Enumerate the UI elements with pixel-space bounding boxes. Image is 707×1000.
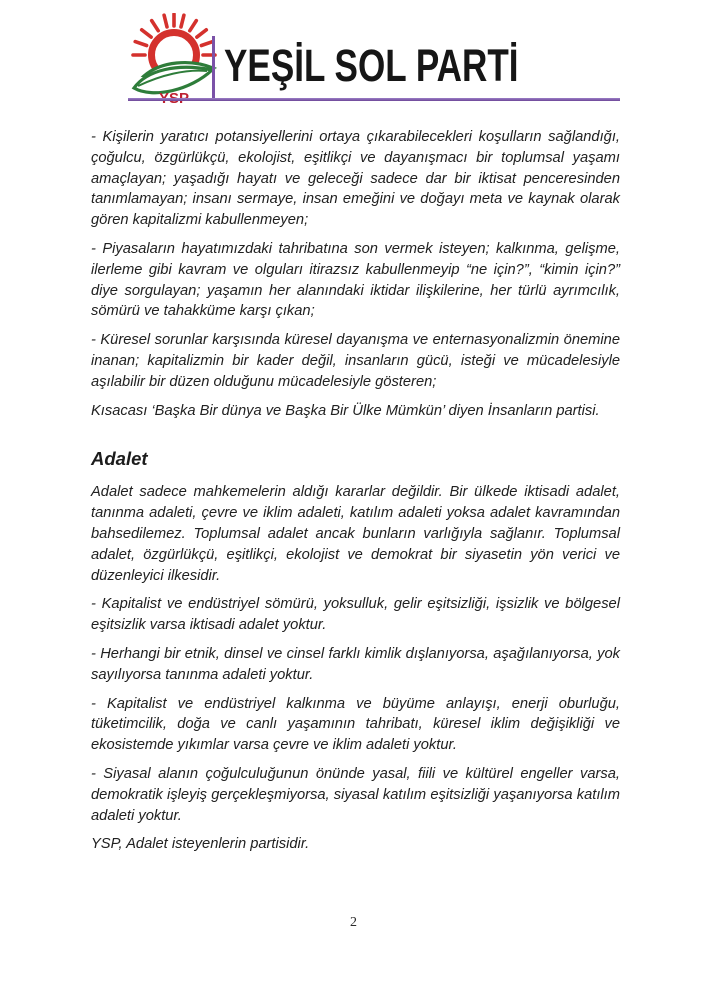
adalet-paragraph-6: YSP, Adalet isteyenlerin partisidir.: [91, 836, 310, 853]
adalet-paragraph-1: Adalet sadece mahkemelerin aldığı kararlar değildir. Bir ülkede iktisadi adalet, tanınma adaleti, çevre ve iklim adaleti, katılım adaleti yoksa adalet kavramından bahsedilemez. Toplumsal adalet ancak bunların varlığıyla sağlanır. Toplumsal adalet, özgürlükçü, eşitlikçi, ekolojist ve demokrat bir siyasetin yön verici ve düzenleyici ilkesidir.: [91, 484, 620, 584]
intro-paragraph-2: - Piyasaların hayatımızdaki tahribatına son vermek isteyen; kalkınma, gelişme, ilerleme gibi kavram ve olguları itirazsız kabullenmeyip “ne için?”, “kimin için?” diye sorgulayan; yaşamın her alanındaki iktidar ilişkilerine, her türlü ayrımcılık, sömürü ve tahakküme karşı çıkan;: [91, 240, 620, 320]
adalet-paragraph-4: - Kapitalist ve endüstriyel kalkınma ve büyüme anlayışı, enerji oburluğu, tüketimcilik, doğa ve canlı yaşamının tahribatı, küresel iklim değişikliği ve ekosistemde yıkımlar varsa çevre ve iklim adaleti yoktur.: [91, 695, 620, 754]
sun-leaves-logo-icon: [131, 13, 217, 106]
page-footer: [0, 915, 707, 931]
document-body: [91, 127, 620, 863]
section-heading-adalet: Adalet: [91, 448, 148, 470]
party-name-title: YEŞİL SOL PARTİ: [224, 40, 519, 91]
intro-paragraph-4: Kısacası ‘Başka Bir dünya ve Başka Bir Ülke Mümkün’ diyen İnsanların partisi.: [91, 402, 600, 419]
header-vertical-divider: [212, 36, 215, 100]
party-logo: [131, 13, 217, 106]
intro-paragraph-1: - Kişilerin yaratıcı potansiyellerini ortaya çıkarabilecekleri koşulların sağlandığı, çoğulcu, özgürlükçü, ekolojist, eşitlikçi ve dayanışmacı bir toplumsal yaşamı amaçlayan; yaşadığı hayatı ve geleceği sadece dar bir iktisat penceresinden tanımlamayan; insanı sermaye, insan emeğini ve doğayı meta ve kaynak olarak gören kapitalizmi kabullenmeyen;: [91, 129, 620, 229]
adalet-paragraph-3: - Herhangi bir etnik, dinsel ve cinsel farklı kimlik dışlanıyorsa, aşağılanıyorsa, yok sayılıyorsa tanınma adaleti yoktur.: [91, 645, 620, 683]
intro-paragraph-3: - Küresel sorunlar karşısında küresel dayanışma ve enternasyonalizmin önemine inanan; kapitalizmin bir kader değil, insanların gücü, isteği ve mücadelesiyle aşılabilir bir düzen olduğunu mücadelesiyle gösteren;: [91, 332, 620, 390]
header-horizontal-rule: [128, 98, 620, 101]
adalet-paragraph-5: - Siyasal alanın çoğulculuğunun önünde yasal, fiili ve kültürel engeller varsa, demokratik işleyiş gerçekleşmiyorsa, siyasal katılım eşitsizliği yaşanıyorsa katılım adaleti yoktur.: [91, 765, 620, 824]
page-number: 2: [350, 915, 357, 930]
adalet-paragraph-2: - Kapitalist ve endüstriyel sömürü, yoksulluk, gelir eşitsizliği, işsizlik ve bölgesel eşitsizlik varsa iktisadi adalet yoktur.: [91, 596, 620, 634]
